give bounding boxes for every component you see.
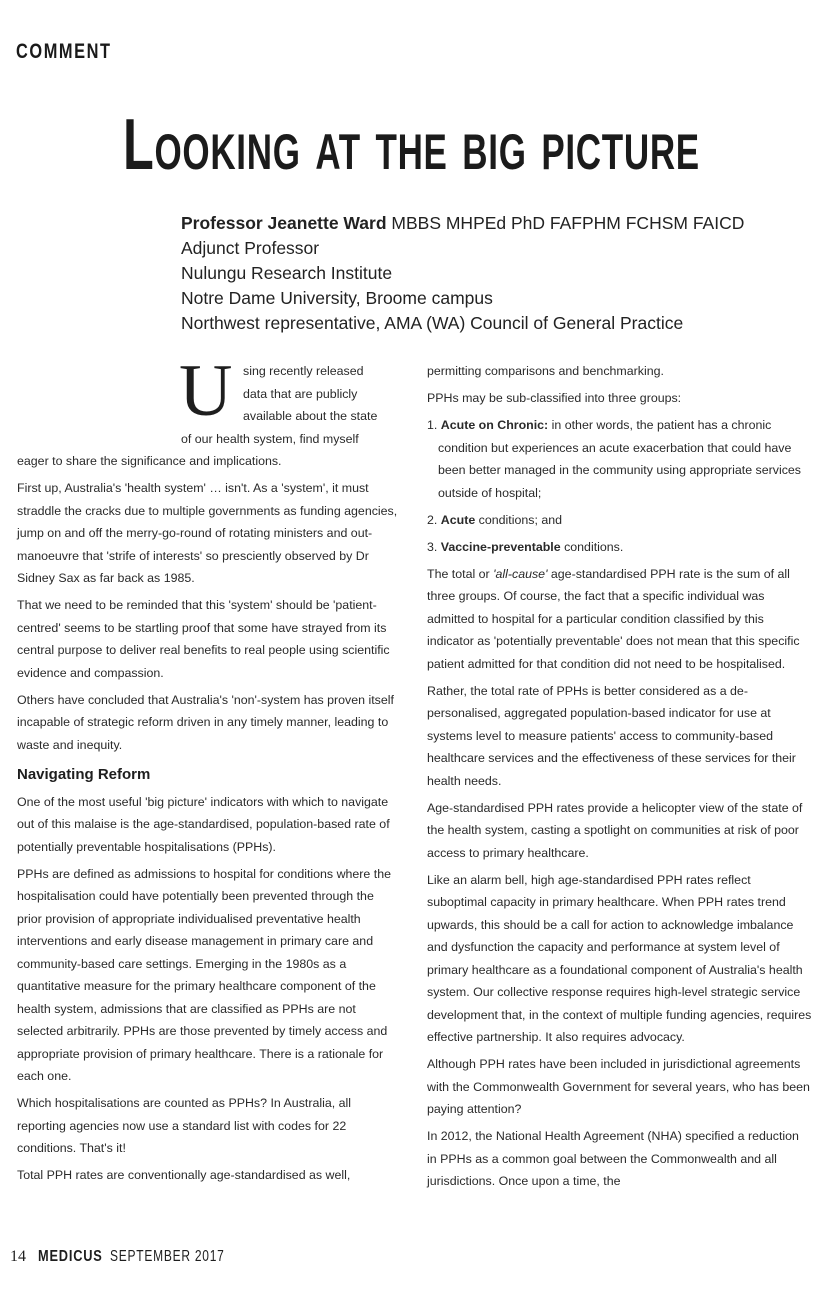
list-text: conditions. — [560, 539, 624, 554]
text-run: age-standardised PPH rate is the sum of all three groups. Of course, the fact that a specific individual was admitted to hospital for a particular condition classified by this indicator as 'potentially preventable' does not mean that this specific patient admitted for that condition did not need to be hospitalised. — [427, 566, 800, 671]
right-column — [427, 360, 812, 1197]
issue-date: SEPTEMBER 2017 — [109, 1248, 225, 1265]
list-item — [427, 414, 812, 504]
article-title: Looking at the big picture — [123, 105, 700, 185]
intro-rest: eager to share the significance and implications. — [17, 454, 282, 468]
author-name: Professor Jeanette Ward — [181, 213, 387, 233]
author-university: Notre Dame University, Broome campus — [181, 288, 493, 308]
list-number: 2. — [427, 512, 438, 527]
list-text: in other words, the patient has a chronic condition but experiences an acute exacerbation that could have been better managed in the community using appropriate services outside of hospital; — [438, 418, 801, 500]
intro-line: of our health system, find myself — [181, 431, 359, 446]
body-paragraph: Total PPH rates are conventionally age-standardised as well, — [17, 1168, 351, 1182]
intro-line: data that are publicly — [243, 386, 358, 401]
body-paragraph: That we need to be reminded that this 'system' should be 'patient-centred' seems to be startling proof that some have strayed from its central purpose to deliver real benefits to real people using scientific evidence and compassion. — [17, 598, 390, 680]
list-number: 3. — [427, 539, 438, 554]
body-paragraph: Rather, the total rate of PPHs is better considered as a de-personalised, aggregated population-based indicator for use at systems level to measure patients' access to community-based healthcare services and the effectiveness of these services for their health needs. — [427, 683, 796, 788]
list-term: Acute — [440, 512, 476, 527]
body-paragraph: Which hospitalisations are counted as PPHs? In Australia, all reporting agencies now use a standard list with codes for 22 conditions. That's it! — [17, 1096, 352, 1155]
section-heading: Navigating Reform — [17, 766, 151, 783]
body-paragraph: PPHs may be sub-classified into three groups: — [427, 391, 682, 405]
author-institute: Nulungu Research Institute — [181, 263, 393, 283]
intro-paragraph — [17, 350, 402, 473]
body-paragraph: Age-standardised PPH rates provide a helicopter view of the state of the health system, casting a spotlight on communities at risk of poor access to primary healthcare. — [427, 800, 803, 860]
list-number: 1. — [427, 418, 438, 432]
page-footer — [10, 1248, 262, 1266]
drop-cap: U — [179, 350, 233, 432]
list-item — [427, 509, 812, 532]
left-column — [17, 350, 402, 1191]
text-run: The total or — [427, 566, 494, 581]
author-representative: Northwest representative, AMA (WA) Council of General Practice — [181, 313, 684, 333]
author-credentials: MBBS MHPEd PhD FAFPHM FCHSM FAICD — [386, 213, 745, 233]
body-paragraph: PPHs are defined as admissions to hospital for conditions where the hospitalisation could have potentially been prevented through the prior provision of appropriate individualised preventative health interventions and early disease management in primary care and community-based care settings. Emerging in the 1980s as a quantitative measure for the primary healthcare component of the health system, admissions that are classified as PPHs are not selected arbitrarily. PPHs are those prevented by timely access and appropriate provision of primary healthcare. There is a rationale for each one. — [17, 866, 391, 1083]
list-term: Vaccine-preventable — [440, 539, 561, 554]
section-tag: COMMENT — [16, 40, 112, 63]
body-paragraph: First up, Australia's 'health system' … isn't. As a 'system', it must straddle the cracks due to multiple governments as funding agencies, jump on and off the merry-go-round of rotating ministers and out-manoeuvre that 'strife of interests' so presciently observed by Dr Sidney Sax as far back as 1985. — [17, 481, 398, 585]
body-paragraph — [427, 563, 812, 676]
magazine-name: MEDICUS — [38, 1248, 104, 1265]
list-term: Acute on Chronic: — [440, 418, 549, 432]
list-text: conditions; and — [475, 512, 563, 527]
body-paragraph: Although PPH rates have been included in jurisdictional agreements with the Commonwealth Government for several years, who has been paying attention? — [427, 1057, 810, 1116]
author-title: Adjunct Professor — [181, 238, 320, 258]
page-number: 14 — [10, 1248, 26, 1265]
list-item — [427, 536, 812, 559]
author-name-line — [181, 211, 801, 236]
body-paragraph: Like an alarm bell, high age-standardised PPH rates reflect suboptimal capacity in primary healthcare. When PPH rates trend upwards, this should be a call for action to acknowledge imbalance and dysfunction the capacity and performance at system level of primary healthcare as a foundational component of Australia's health system. Our collective response requires high-level strategic service development that, in the context of multiple funding agencies, requires effective partnership. It also requires advocacy. — [427, 872, 812, 1044]
intro-line: available about the state — [243, 409, 378, 423]
body-paragraph: permitting comparisons and benchmarking. — [427, 364, 664, 378]
body-paragraph: In 2012, the National Health Agreement (NHA) specified a reduction in PPHs as a common goal between the Commonwealth and all jurisdictions. Once upon a time, the — [427, 1129, 799, 1188]
italic-term: 'all-cause' — [493, 566, 548, 581]
author-byline — [181, 211, 801, 336]
body-paragraph: One of the most useful 'big picture' indicators with which to navigate out of this malaise is the age-standardised, population-based rate of potentially preventable hospitalisations (PPHs). — [17, 794, 390, 854]
body-paragraph: Others have concluded that Australia's 'non'-system has proven itself incapable of strategic reform driven in any timely manner, leading to waste and inequity. — [17, 692, 394, 752]
intro-line: sing recently released — [243, 364, 364, 378]
